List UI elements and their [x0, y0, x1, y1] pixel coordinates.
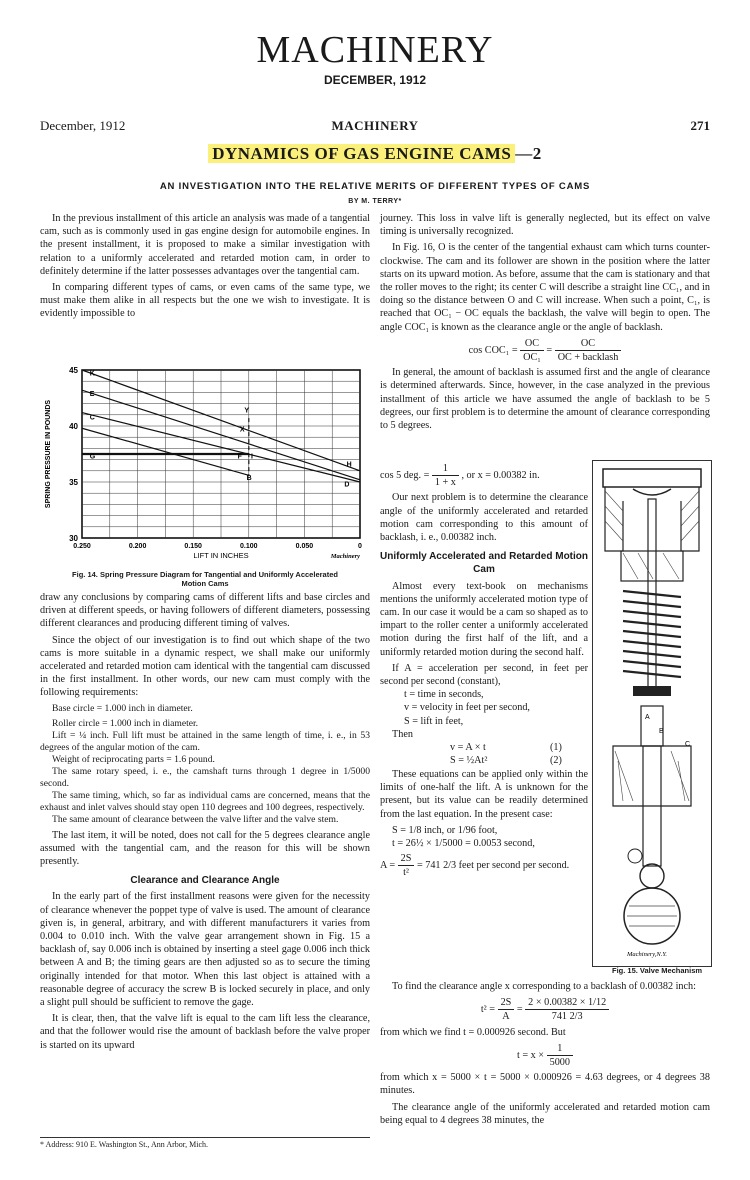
left-paragraph-7: It is clear, then, that the valve lift is equal to the cam lift less the clearance, and that the follower would rise the amount of backlash before the valve proper is started on its upward	[40, 1013, 370, 1051]
eq1-den1: OC₁	[523, 352, 541, 364]
figure-15	[592, 460, 712, 967]
left-paragraph-4: Since the object of our investigation is to find out which shape of the two cams is more suitable in a dynamic respect, we shall make our uniformly accelerated and retarded motion cam identical with the tangential cam discussed in the first installment. In other words, our new cam must comply with the following requirements:	[40, 634, 370, 699]
right-paragraph-7: To find the clearance angle x corresponding to a backlash of 0.00382 inch:	[392, 981, 696, 992]
requirement-timing: The same timing, which, so far as individual cams are concerned, means that the exhaust and inlet valves should stay open 110 degrees and 100 degrees, respectively.	[40, 789, 370, 813]
eq-lift: S = ½At²	[450, 755, 488, 767]
spring-pressure-chart	[40, 360, 370, 570]
svg-text:B: B	[659, 728, 664, 735]
eq-velocity-number: (1)	[550, 742, 562, 754]
running-head-journal: MACHINERY	[331, 118, 419, 133]
right-paragraph-8: from which we find t = 0.000926 second. But	[380, 1026, 566, 1038]
eq-a-den: t²	[403, 867, 409, 879]
chart-point-label: Y	[244, 407, 250, 415]
chart-point-label: C	[89, 414, 95, 422]
y-tick-label: 40	[69, 422, 78, 431]
y-axis-label: SPRING PRESSURE IN POUNDS	[45, 399, 52, 509]
eq3-lhs: t² =	[480, 1004, 496, 1016]
equation-2	[380, 754, 588, 768]
requirement-lift: Lift = ¼ inch. Full lift must be attained in the same length of time, i. e., in 53 degrees of the angular motion of the cam.	[40, 729, 370, 753]
eq4-lhs: t = x ×	[517, 1049, 545, 1061]
equation-cos-5	[380, 462, 588, 489]
eq-lift-number: (2)	[550, 755, 562, 767]
chart-point-label: X	[239, 426, 245, 434]
article-title-text: DYNAMICS OF GAS ENGINE CAMS	[208, 144, 515, 163]
requirement-roller-circle: Roller circle = 1.000 inch in diameter.	[52, 717, 199, 729]
article-title-suffix: —2	[515, 144, 542, 163]
definition-velocity: v = velocity in feet per second,	[404, 702, 530, 714]
right-paragraph-6: These equations can be applied only within the limits of one-half the lift. A is unknown for the present, but its value can be readily determined from the last equation. In the present case:	[380, 769, 588, 820]
eq-velocity: v = A × t	[450, 742, 486, 754]
x-tick-label: 0.050	[295, 543, 314, 550]
figure-15-credit: Machinery,N.Y.	[627, 951, 668, 958]
right-paragraph-5: Almost every text-book on mechanisms mentions the uniformly accelerated motion type of cam. In our case it would be a cam so shaped as to impart to the roller center a uniformly accelerated motion during the first half of the lift, and a uniformly retarded motion during the second half.	[380, 580, 588, 658]
x-tick-label: 0	[358, 543, 362, 550]
running-head	[40, 118, 710, 136]
eq3-den1: A	[502, 1011, 510, 1023]
right-paragraph-9: from which x = 5000 × t = 5000 × 0.000926 = 4.63 degrees, or 4 degrees 38 minutes.	[380, 1072, 710, 1097]
chart-credit: Machinery	[330, 553, 360, 560]
byline: BY M. TERRY*	[348, 198, 402, 205]
figure-14-caption: Fig. 14. Spring Pressure Diagram for Tangential and Uniformly Accelerated Motion Cams	[72, 570, 338, 588]
y-tick-label: 30	[69, 534, 78, 543]
right-paragraph-1: journey. This loss in valve lift is generally neglected, but its effect on valve timing is universally recognized.	[380, 213, 710, 238]
equation-cos-coc1: cos COC₁ = $\frac{OC}{\text{OC₁}}$ = $\frac{OC}{\text{OC + backlash}}$	[380, 337, 710, 364]
chart-point-label: F	[237, 453, 242, 461]
requirement-clearance: The same amount of clearance between the valve lifter and the valve stem.	[52, 813, 339, 825]
left-paragraph-1: In the previous installment of this article an analysis was made of a tangential cam, such as is commonly used in gas engine design for automobile engines. In the present installment, it is proposed to make a similar investigation with relation to a uniformly accelerated and retarded motion cam, in order to definitely determine if the latter possesses advantages over the tangential cam.	[40, 213, 370, 277]
left-paragraph-2: In comparing different types of cams, or even cams of the same type, we must make them alike in all respects but the one we wish to investigate. It is evidently impossible to	[40, 282, 370, 320]
y-tick-label: 35	[69, 478, 78, 487]
eq1-num2: OC	[555, 337, 622, 351]
footnote: * Address: 910 E. Washington St., Ann Arbor, Mich.	[40, 1137, 370, 1149]
chart-point-label: H	[346, 461, 352, 469]
eq4-num: 1	[547, 1042, 573, 1056]
valve-mechanism-drawing	[593, 461, 711, 966]
valve-spring	[623, 591, 681, 677]
eq2-rhs: , or x = 0.00382 in.	[461, 470, 540, 482]
case-lift: S = 1/8 inch, or 1/96 foot,	[392, 824, 498, 836]
definition-time: t = time in seconds,	[404, 689, 484, 701]
requirement-weight: Weight of reciprocating parts = 1.6 pound.	[52, 753, 215, 765]
case-acceleration	[380, 852, 588, 879]
requirement-speed: The same rotary speed, i. e., the camshaft turns through 1 degree in 1/5000 second.	[40, 765, 370, 789]
section-heading-uniform: Uniformly Accelerated and Retarded Motion Cam	[380, 551, 588, 576]
running-head-date: December, 1912	[40, 118, 126, 133]
masthead-title: MACHINERY	[256, 29, 494, 71]
definition-acceleration: If A = acceleration per second, in feet per second per second (constant),	[380, 662, 588, 688]
chart-point-label: I	[251, 453, 253, 461]
chart-point-label: D	[344, 481, 350, 489]
eq3-den2: 741 2/3	[551, 1011, 583, 1023]
eq4-den: 5000	[549, 1057, 570, 1069]
figure-14	[40, 360, 370, 570]
eq2-lhs: cos 5 deg. =	[380, 470, 430, 482]
article-subtitle: AN INVESTIGATION INTO THE RELATIVE MERITS OF DIFFERENT TYPES OF CAMS	[159, 181, 591, 192]
right-paragraph-4: Our next problem is to determine the clearance angle of the uniformly accelerated and retarded motion cam corresponding to this amount of backlash, i. e., 0.00382 inch.	[380, 492, 588, 544]
left-paragraph-5: The last item, it will be noted, does not call for the 5 degrees clearance angle assumed with the tangential cam, and the reason for this will be shown presently.	[40, 829, 370, 868]
right-paragraph-10: The clearance angle of the uniformly accelerated and retarded motion cam being equal to 4 degrees 38 minutes, the	[380, 1101, 710, 1126]
definition-lift: S = lift in feet,	[404, 715, 464, 727]
eq-a-num: 2S	[398, 852, 415, 866]
equation-t	[380, 1042, 710, 1069]
figure-15-caption: Fig. 15. Valve Mechanism	[612, 966, 703, 975]
section-heading-clearance: Clearance and Clearance Angle	[130, 875, 280, 887]
x-tick-label: 0.100	[240, 543, 258, 550]
x-axis-label: LIFT IN INCHES	[193, 551, 249, 560]
eq-a-rhs: = 741 2/3 feet per second per second.	[416, 860, 570, 872]
eq1-num1: OC	[520, 337, 544, 351]
svg-text:C: C	[685, 741, 691, 748]
masthead	[0, 30, 750, 87]
y-tick-label: 45	[69, 366, 78, 375]
eq1-den2: OC + backlash	[557, 352, 619, 364]
svg-text:A: A	[645, 714, 650, 721]
eq1-lhs: cos COC₁ =	[468, 344, 518, 356]
left-column-top	[40, 212, 370, 324]
case-time: t = 26½ × 1/5000 = 0.0053 second,	[392, 838, 535, 850]
masthead-date: DECEMBER, 1912	[323, 73, 427, 87]
right-paragraph-3: In general, the amount of backlash is assumed first and the angle of clearance is determined afterwards. Since, however, in the case analyzed in the previous installment of this article we have assumed the angle of backlash to be 5 degrees, our first problem is to determine the amount of clearance corresponding to 5 degrees.	[380, 367, 710, 432]
eq3-num2: 2 × 0.00382 × 1/12	[525, 996, 609, 1010]
chart-point-label: G	[89, 453, 96, 461]
eq3-num1: 2S	[498, 996, 515, 1010]
requirement-base-circle: Base circle = 1.000 inch in diameter.	[52, 702, 193, 714]
then-label: Then	[392, 728, 413, 740]
right-paragraph-2: In Fig. 16, O is the center of the tangential exhaust cam which turns counter-clockwise. The cam and its follower are shown in the position where the latter starts on its upward motion. As before, assume that the cam is stationary and that the roller moves to the right; its center C will describe a straight line CC₁, and in doing so the distance between O and C will increase. When such a point, C₁, is reached that OC₁ − OC equals the backlash, the valve will begin to open. The angle COC₁ is known as the clearance angle or the angle of backlash.	[380, 242, 710, 333]
x-tick-label: 0.250	[73, 543, 91, 550]
chart-point-label: K	[89, 370, 95, 378]
x-tick-label: 0.200	[128, 543, 147, 550]
right-column-top	[380, 212, 710, 435]
left-paragraph-6: In the early part of the first installment reasons were given for the necessity of clearance whenever the poppet type of valve is used. The amount of clearance given is, in general, arbitrary, and with different manufacturers it varies from 0.004 to 0.010 inch. With the valve gear arrangement shown in Fig. 15 a backlash of, say 0.006 inch is obtained by inserting a steel gage 0.006 inch thick between A and B; the timing gears are then adjusted so as to secure the timing originally intended for that motor. When this last object is attained with a reasonable degree of accuracy the screw B is locked securely in place, and only a slight pull should be sufficient to remove the gage.	[40, 891, 370, 1009]
equation-t-squared: t² = $\frac{2S}{A}$ = $\frac{2 \times 0.00382 \times 1/12}{741 2/3}$	[380, 996, 710, 1023]
right-column-narrow	[380, 460, 588, 880]
eq2-den: 1 + x	[434, 477, 456, 489]
left-paragraph-3: draw any conclusions by comparing cams of different lifts and base circles and driven at different speeds, or having followers of different diameters, possessing different clearances and producing different timing of valves.	[40, 592, 370, 630]
equation-1	[380, 741, 588, 754]
left-column-bottom	[40, 591, 370, 1055]
chart-point-label: E	[89, 390, 95, 398]
eq-a-lhs: A =	[380, 860, 396, 872]
page-number: 271	[690, 118, 710, 133]
article-title	[0, 144, 750, 164]
right-column-bottom	[380, 980, 710, 1130]
eq2-num: 1	[432, 462, 459, 476]
x-tick-label: 0.150	[184, 543, 202, 550]
chart-point-label: B	[246, 474, 252, 482]
